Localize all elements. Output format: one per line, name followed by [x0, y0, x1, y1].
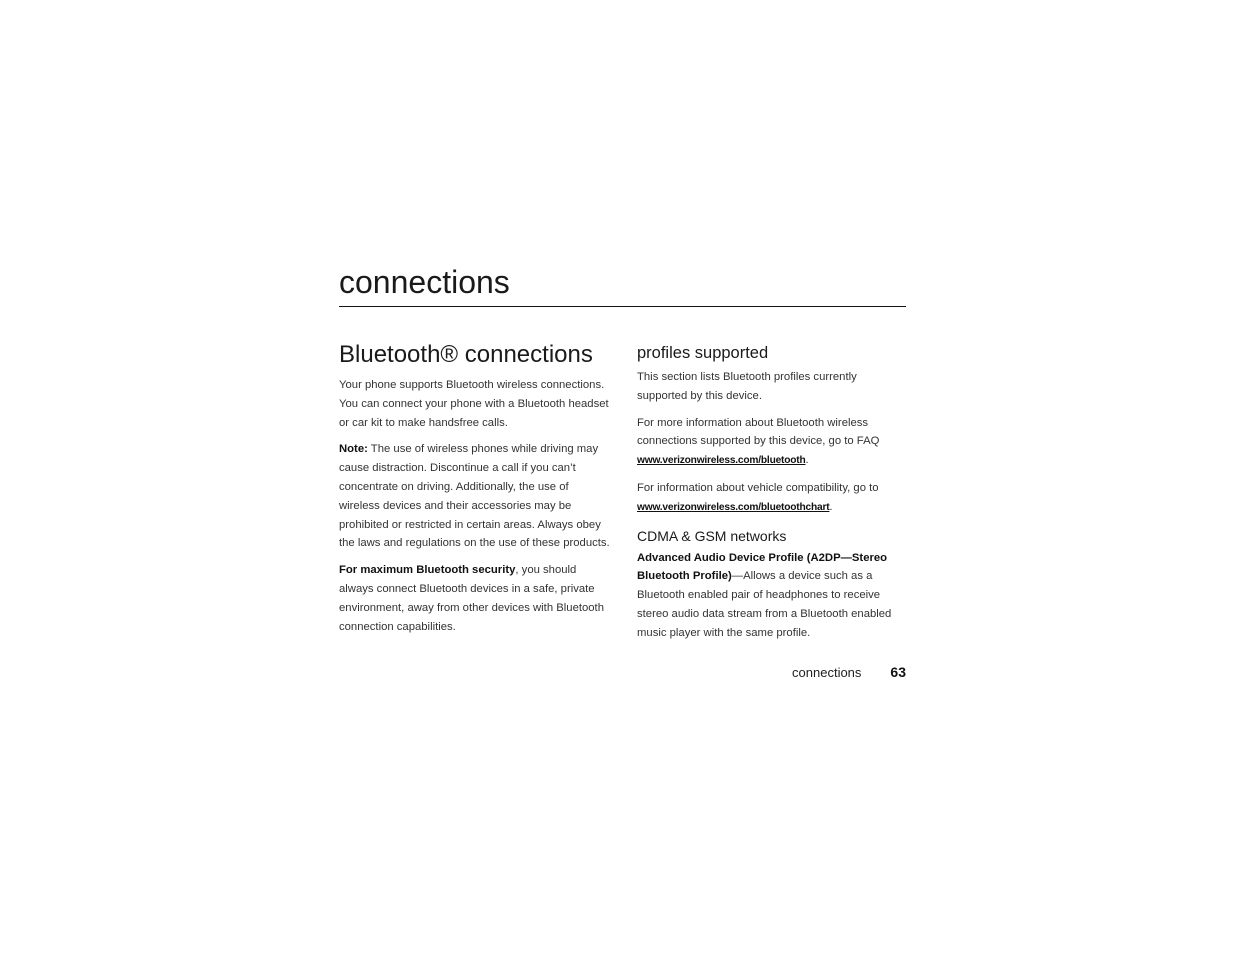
security-label: For maximum Bluetooth security: [339, 564, 516, 577]
profiles-supported-heading: profiles supported: [637, 344, 769, 362]
note-paragraph: [339, 440, 611, 553]
title-divider: [339, 306, 906, 307]
page-footer: [600, 664, 906, 680]
faq-end: .: [805, 454, 809, 467]
vehicle-paragraph: [637, 479, 909, 518]
note-label: Note:: [339, 443, 368, 456]
bluetooth-faq-link[interactable]: www.verizonwireless.com/bluetooth: [637, 455, 806, 467]
security-text: , you should always connect Bluetooth devices in a safe, private environment, away from other devices with Bluetooth connection capabilities.: [339, 564, 604, 633]
a2dp-label: Advanced Audio Device Profile (A2DP—Stereo Bluetooth Profile): [637, 551, 888, 583]
right-column: [637, 342, 909, 651]
profiles-intro-paragraph: This section lists Bluetooth profiles currently supported by this device.: [637, 371, 857, 402]
vehicle-end: .: [829, 500, 833, 513]
left-column: [339, 340, 611, 644]
page-number: 63: [890, 664, 906, 680]
footer-section-label: connections: [792, 665, 862, 680]
bluetooth-chart-link[interactable]: www.verizonwireless.com/bluetoothchart: [637, 501, 830, 513]
note-text: The use of wireless phones while driving may cause distraction. Discontinue a call if you can’t concentrate on driving. Additionally, the use of wireless devices and their accessories may be prohibited or restricted in certain areas. Always obey the laws and regulations on the use of these products.: [339, 443, 610, 550]
bluetooth-connections-heading: Bluetooth® connections: [339, 341, 593, 368]
faq-text: For more information about Bluetooth wireless connections supported by this device, go to FAQ: [637, 416, 880, 448]
vehicle-text: For information about vehicle compatibility, go to: [637, 481, 879, 494]
a2dp-text: —Allows a device such as a Bluetooth enabled pair of headphones to receive stereo audio data stream from a Bluetooth enabled music player with the same profile.: [637, 570, 892, 639]
faq-paragraph: [637, 414, 909, 471]
intro-paragraph: Your phone supports Bluetooth wireless connections. You can connect your phone with a Bluetooth headset or car kit to make handsfree calls.: [339, 379, 609, 429]
a2dp-paragraph: [637, 549, 909, 643]
security-paragraph: [339, 561, 611, 636]
cdma-gsm-heading: CDMA & GSM networks: [637, 527, 787, 544]
page-title: connections: [339, 264, 510, 300]
